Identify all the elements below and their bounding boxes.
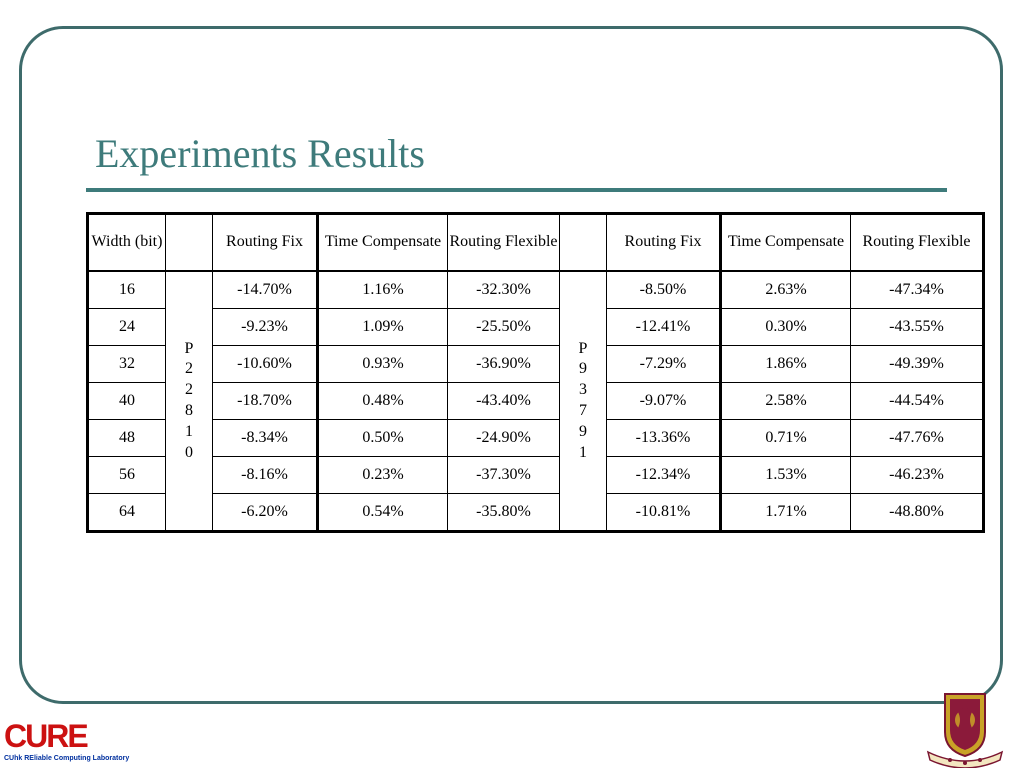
results-table bbox=[86, 212, 985, 533]
cell-routing-flexible-2: -47.34% bbox=[851, 271, 984, 309]
design-label-p93791: P 9 3 7 9 1 bbox=[560, 271, 607, 532]
cure-logo-subtitle: CUhk REliable Computing Laboratory bbox=[4, 755, 130, 762]
header-design-2 bbox=[560, 214, 607, 272]
cell-routing-fix-2: -7.29% bbox=[607, 346, 721, 383]
cell-routing-flexible-1: -37.30% bbox=[448, 457, 560, 494]
cell-routing-flexible-1: -25.50% bbox=[448, 309, 560, 346]
cell-time-compensate-2: 1.86% bbox=[721, 346, 851, 383]
cell-time-compensate-2: 2.63% bbox=[721, 271, 851, 309]
cell-routing-fix-2: -12.41% bbox=[607, 309, 721, 346]
cell-routing-fix-1: -10.60% bbox=[213, 346, 318, 383]
cell-routing-fix-2: -13.36% bbox=[607, 420, 721, 457]
university-crest-icon bbox=[920, 690, 1010, 768]
cure-logo-text: CURE bbox=[4, 718, 87, 754]
cell-width: 16 bbox=[88, 271, 166, 309]
table-row bbox=[88, 494, 984, 532]
cell-routing-flexible-2: -49.39% bbox=[851, 346, 984, 383]
cell-routing-fix-1: -6.20% bbox=[213, 494, 318, 532]
table-row bbox=[88, 457, 984, 494]
cell-routing-flexible-2: -46.23% bbox=[851, 457, 984, 494]
cell-routing-fix-1: -8.16% bbox=[213, 457, 318, 494]
cell-time-compensate-2: 0.71% bbox=[721, 420, 851, 457]
cell-time-compensate-1: 0.23% bbox=[318, 457, 448, 494]
cell-width: 40 bbox=[88, 383, 166, 420]
cell-routing-flexible-2: -44.54% bbox=[851, 383, 984, 420]
cell-routing-flexible-1: -24.90% bbox=[448, 420, 560, 457]
header-design-1 bbox=[166, 214, 213, 272]
cell-routing-fix-2: -12.34% bbox=[607, 457, 721, 494]
cell-routing-flexible-2: -48.80% bbox=[851, 494, 984, 532]
cell-routing-fix-1: -9.23% bbox=[213, 309, 318, 346]
cell-routing-fix-2: -8.50% bbox=[607, 271, 721, 309]
table-row bbox=[88, 271, 984, 309]
cell-time-compensate-1: 0.93% bbox=[318, 346, 448, 383]
cell-time-compensate-2: 1.53% bbox=[721, 457, 851, 494]
cell-width: 48 bbox=[88, 420, 166, 457]
header-routing-flexible-1: Routing Flexible bbox=[448, 214, 560, 272]
cell-routing-flexible-2: -47.76% bbox=[851, 420, 984, 457]
header-routing-fix-1: Routing Fix bbox=[213, 214, 318, 272]
cell-routing-fix-2: -9.07% bbox=[607, 383, 721, 420]
cell-time-compensate-1: 0.50% bbox=[318, 420, 448, 457]
header-time-compensate-1: Time Compensate bbox=[318, 214, 448, 272]
cell-time-compensate-1: 0.54% bbox=[318, 494, 448, 532]
cell-routing-fix-1: -8.34% bbox=[213, 420, 318, 457]
cell-routing-fix-1: -14.70% bbox=[213, 271, 318, 309]
cell-routing-fix-1: -18.70% bbox=[213, 383, 318, 420]
table-body bbox=[88, 271, 984, 532]
cell-routing-flexible-1: -35.80% bbox=[448, 494, 560, 532]
design-label-p22810: P 2 2 8 1 0 bbox=[166, 271, 213, 532]
cure-lab-logo bbox=[0, 718, 140, 768]
header-routing-fix-2: Routing Fix bbox=[607, 214, 721, 272]
table-row bbox=[88, 346, 984, 383]
header-time-compensate-2: Time Compensate bbox=[721, 214, 851, 272]
cell-routing-fix-2: -10.81% bbox=[607, 494, 721, 532]
cell-time-compensate-1: 1.09% bbox=[318, 309, 448, 346]
slide-title: Experiments Results bbox=[95, 131, 425, 176]
cell-time-compensate-2: 1.71% bbox=[721, 494, 851, 532]
cell-time-compensate-2: 0.30% bbox=[721, 309, 851, 346]
cell-width: 24 bbox=[88, 309, 166, 346]
table-row bbox=[88, 383, 984, 420]
table-row bbox=[88, 420, 984, 457]
cell-time-compensate-1: 1.16% bbox=[318, 271, 448, 309]
header-width: Width (bit) bbox=[88, 214, 166, 272]
header-routing-flexible-2: Routing Flexible bbox=[851, 214, 984, 272]
title-divider bbox=[86, 188, 947, 192]
cell-routing-flexible-1: -32.30% bbox=[448, 271, 560, 309]
table-row bbox=[88, 309, 984, 346]
cell-width: 56 bbox=[88, 457, 166, 494]
cell-time-compensate-1: 0.48% bbox=[318, 383, 448, 420]
cell-time-compensate-2: 2.58% bbox=[721, 383, 851, 420]
cell-width: 32 bbox=[88, 346, 166, 383]
cell-routing-flexible-1: -43.40% bbox=[448, 383, 560, 420]
header-row bbox=[88, 214, 984, 272]
cell-width: 64 bbox=[88, 494, 166, 532]
cell-routing-flexible-1: -36.90% bbox=[448, 346, 560, 383]
cell-routing-flexible-2: -43.55% bbox=[851, 309, 984, 346]
